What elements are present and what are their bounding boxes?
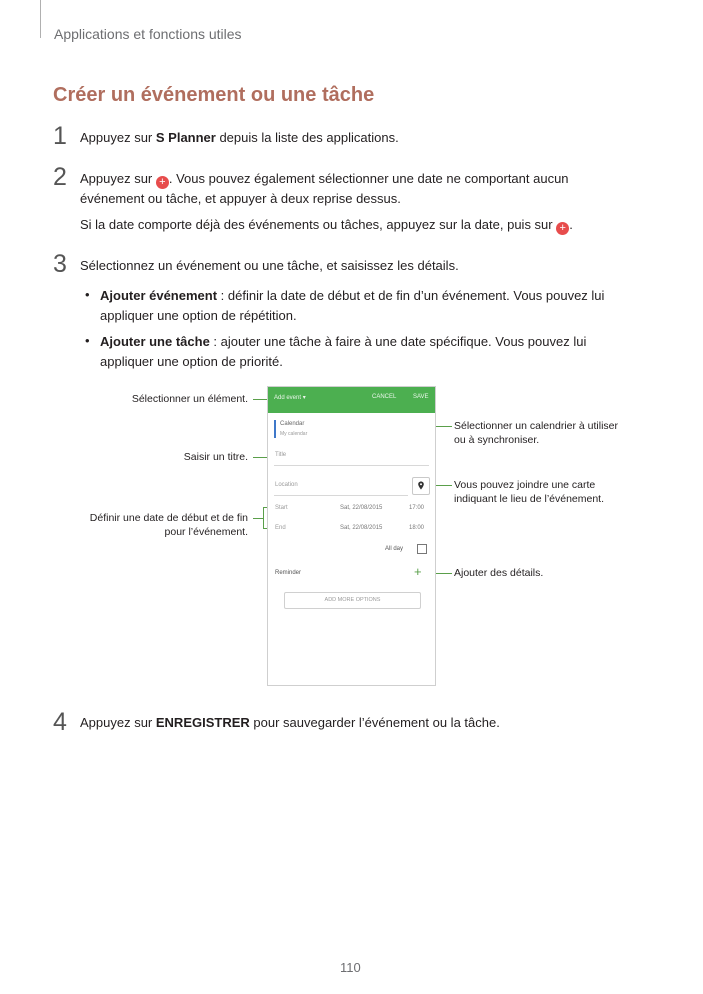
phone-screenshot bbox=[267, 386, 436, 686]
start-date[interactable]: Sat, 22/08/2015 bbox=[340, 505, 383, 511]
callout-dates-line1: Définir une date de début et de fin bbox=[89, 512, 248, 524]
step-number-4: 4 bbox=[53, 708, 67, 736]
map-button[interactable] bbox=[412, 477, 430, 495]
callout-map-line1: Vous pouvez joindre une carte bbox=[454, 479, 596, 491]
bullet-add-task: Ajouter une tâche : ajouter une tâche à faire à une date spécifique. Vous pouvez lui bbox=[100, 334, 587, 349]
callout-details: Ajouter des détails. bbox=[454, 567, 544, 579]
bullet-icon: • bbox=[85, 287, 90, 302]
title-input[interactable]: Title bbox=[275, 452, 287, 458]
callout-calendar-line2: ou à synchroniser. bbox=[454, 434, 540, 446]
step-3-text: Sélectionnez un événement ou une tâche, et saisissez les détails. bbox=[80, 258, 459, 273]
end-label: End bbox=[275, 525, 286, 531]
bullet-add-task-line2: appliquer une option de priorité. bbox=[100, 354, 283, 369]
location-input[interactable]: Location bbox=[275, 482, 298, 488]
add-plus-icon: + bbox=[556, 222, 569, 235]
add-event-dropdown[interactable]: Add event ▾ bbox=[274, 395, 306, 401]
header-rule bbox=[40, 0, 41, 38]
callout-title-input: Saisir un titre. bbox=[183, 451, 248, 463]
save-button[interactable]: SAVE bbox=[413, 394, 429, 400]
cancel-button[interactable]: CANCEL bbox=[372, 394, 397, 400]
map-pin-icon bbox=[413, 478, 429, 494]
reminder-label: Reminder bbox=[275, 570, 302, 576]
step-number-2: 2 bbox=[53, 163, 67, 191]
section-header: Applications et fonctions utiles bbox=[54, 26, 242, 42]
add-plus-icon: + bbox=[156, 176, 169, 189]
location-underline bbox=[274, 495, 408, 496]
end-date[interactable]: Sat, 22/08/2015 bbox=[340, 525, 383, 531]
start-label: Start bbox=[275, 505, 288, 511]
step-4-text: Appuyez sur ENREGISTRER pour sauvegarder l’événement ou la tâche. bbox=[80, 715, 500, 730]
bullet-icon: • bbox=[85, 333, 90, 348]
callout-map-line2: indiquant le lieu de l’événement. bbox=[454, 493, 605, 505]
step-2-text: Appuyez sur + . Vous pouvez également sélectionner une date ne comportant aucun bbox=[80, 171, 569, 188]
allday-label: All day bbox=[385, 546, 404, 552]
app-bar bbox=[268, 387, 435, 413]
calendar-sub: My calendar bbox=[280, 431, 308, 437]
callout-line bbox=[253, 518, 263, 519]
bullet-add-event-line2: appliquer une option de répétition. bbox=[100, 308, 297, 323]
allday-checkbox[interactable] bbox=[417, 544, 427, 554]
callout-select-item: Sélectionner un élément. bbox=[131, 393, 248, 405]
end-time[interactable]: 18:00 bbox=[409, 525, 425, 531]
add-reminder-icon[interactable]: + bbox=[414, 564, 422, 579]
title-underline bbox=[274, 465, 429, 466]
step-number-1: 1 bbox=[53, 122, 67, 150]
calendar-color-indicator bbox=[274, 420, 276, 438]
step-number-3: 3 bbox=[53, 250, 67, 278]
page-title: Créer un événement ou une tâche bbox=[53, 84, 375, 106]
step-2-text-line2: événement ou tâche, et appuyer à deux reprise dessus. bbox=[80, 191, 401, 206]
start-time[interactable]: 17:00 bbox=[409, 505, 425, 511]
callout-bracket bbox=[263, 507, 264, 529]
bullet-add-event: Ajouter événement : définir la date de début et de fin d’un événement. Vous pouvez lui bbox=[100, 288, 605, 303]
step-2-note: Si la date comporte déjà des événements ou tâches, appuyez sur la date, puis sur + . bbox=[80, 217, 573, 234]
calendar-selector[interactable]: Calendar bbox=[280, 421, 305, 427]
callout-dates-line2: pour l’événement. bbox=[164, 526, 248, 538]
page-number: 110 bbox=[340, 960, 361, 975]
callout-calendar-line1: Sélectionner un calendrier à utiliser bbox=[454, 420, 619, 432]
step-1-text: Appuyez sur S Planner depuis la liste des applications. bbox=[80, 130, 399, 145]
add-more-options-button[interactable]: ADD MORE OPTIONS bbox=[284, 592, 421, 609]
